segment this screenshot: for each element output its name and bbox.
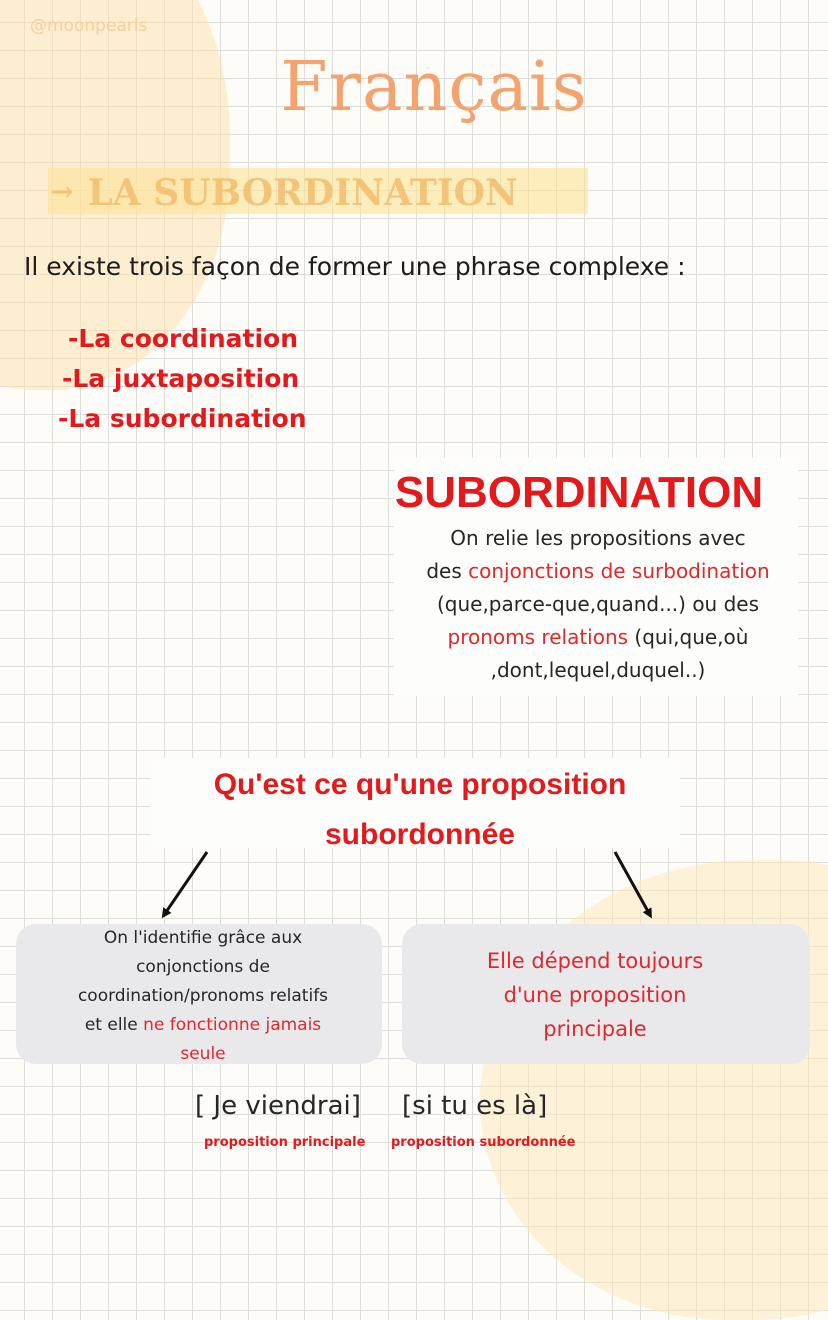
arrow-right-icon: → [50, 175, 74, 208]
left-card-line [38, 1011, 368, 1040]
list-item: -La subordination [58, 404, 307, 433]
subordination-line: (que,parce-que,quand...) ou des [436, 592, 760, 616]
text-span: (qui,que,où [628, 625, 749, 649]
example-main-clause: [ Je viendrai] [195, 1091, 361, 1121]
highlight-text: ne fonctionne jamais [143, 1015, 322, 1035]
right-card-text [440, 944, 750, 1046]
subordination-title: SUBORDINATION [394, 468, 764, 517]
list-item: -La juxtaposition [62, 364, 300, 393]
question-line: Qu'est ce qu'une proposition [213, 768, 627, 801]
subordination-line [398, 621, 798, 654]
left-card-line: conjonctions de [136, 957, 270, 977]
section-heading-text: LA SUBORDINATION [87, 172, 518, 214]
right-card-line: Elle dépend toujours [486, 949, 704, 973]
left-card-line: On l'identifie grâce aux [103, 928, 303, 948]
right-card-line: principale [543, 1017, 647, 1041]
question-text [150, 760, 690, 860]
watermark: @moonpearls [30, 16, 148, 36]
question-line: subordonnée [324, 818, 515, 851]
subordination-body [398, 522, 798, 687]
left-card-line: seule [180, 1044, 226, 1064]
left-card-line: coordination/pronoms relatifs [77, 986, 329, 1006]
arrow-left-icon [164, 852, 207, 915]
text-span: et elle [84, 1015, 144, 1035]
intro-text: Il existe trois façon de former une phrase complexe : [24, 252, 686, 281]
subordination-line: On relie les propositions avec [450, 526, 746, 550]
text-span: des [426, 559, 469, 583]
main-clause-label: proposition principale [204, 1135, 366, 1150]
example-sub-clause: [si tu es là] [402, 1091, 548, 1121]
right-card-line: d'une proposition [503, 983, 687, 1007]
subordination-line: ,dont,lequel,duquel..) [490, 658, 706, 682]
page-title: Français [280, 48, 588, 127]
highlight-text: conjonctions de surbodination [468, 559, 770, 583]
section-heading [50, 172, 518, 214]
highlight-text: pronoms relations [447, 625, 629, 649]
subordination-line [398, 555, 798, 588]
sub-clause-label: proposition subordonnée [391, 1135, 576, 1150]
list-item: -La coordination [68, 324, 299, 353]
left-card-text [38, 924, 368, 1069]
